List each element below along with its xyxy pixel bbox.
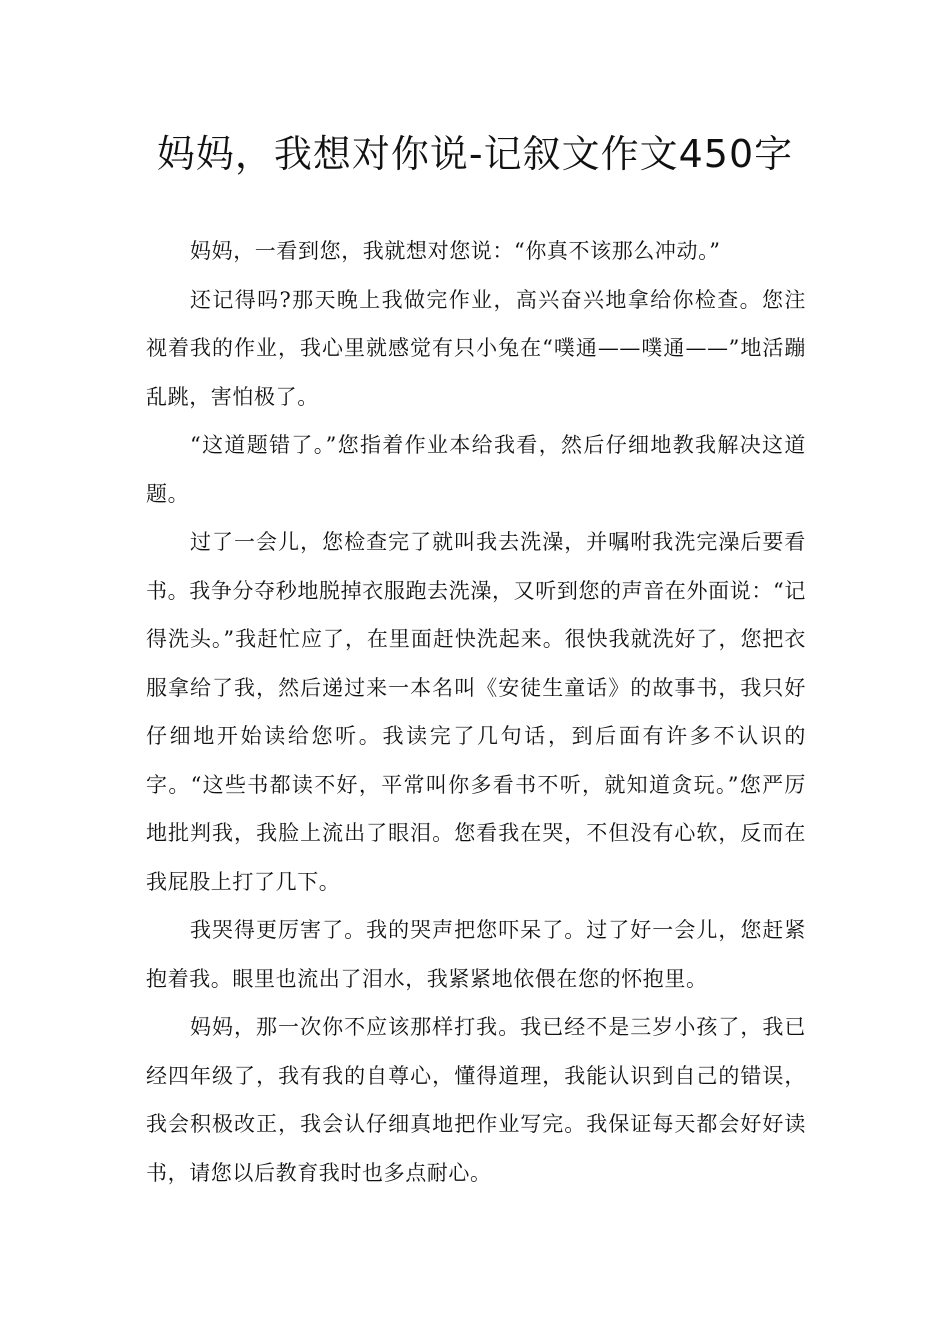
paragraph: 妈妈，那一次你不应该那样打我。我已经不是三岁小孩了，我已经四年级了，我有我的自尊心，懂得道理，我能认识到自己的错误，我会积极改正，我会认仔细真地把作业写完。我保证每天都会好好读书，请您以后教育我时也多点耐心。 — [146, 1015, 806, 1185]
document-body — [146, 227, 806, 1197]
paragraph: “这道题错了。”您指着作业本给我看，然后仔细地教我解决这道题。 — [146, 433, 806, 506]
paragraph: 过了一会儿，您检查完了就叫我去洗澡，并嘱咐我洗完澡后要看书。我争分夺秒地脱掉衣服跑去洗澡，又听到您的声音在外面说：“记得洗头。”我赶忙应了，在里面赶快洗起来。很快我就洗好了，您把衣服拿给了我，然后递过来一本名叫《安徒生童话》的故事书，我只好仔细地开始读给您听。我读完了几句话，到后面有许多不认识的字。“这些书都读不好，平常叫你多看书不听，就知道贪玩。”您严厉地批判我，我脸上流出了眼泪。您看我在哭，不但没有心软，反而在我屁股上打了几下。 — [146, 530, 806, 894]
paragraph: 我哭得更厉害了。我的哭声把您吓呆了。过了好一会儿，您赶紧抱着我。眼里也流出了泪水，我紧紧地依偎在您的怀抱里。 — [146, 918, 806, 991]
paragraph: 还记得吗?那天晚上我做完作业，高兴奋兴地拿给你检查。您注视着我的作业，我心里就感觉有只小兔在“噗通——噗通——”地活蹦乱跳，害怕极了。 — [146, 287, 806, 409]
paragraph: 妈妈，一看到您，我就想对您说：“你真不该那么冲动。” — [190, 239, 721, 263]
document-title: 妈妈，我想对你说-记叙文作文450字 — [156, 132, 794, 176]
